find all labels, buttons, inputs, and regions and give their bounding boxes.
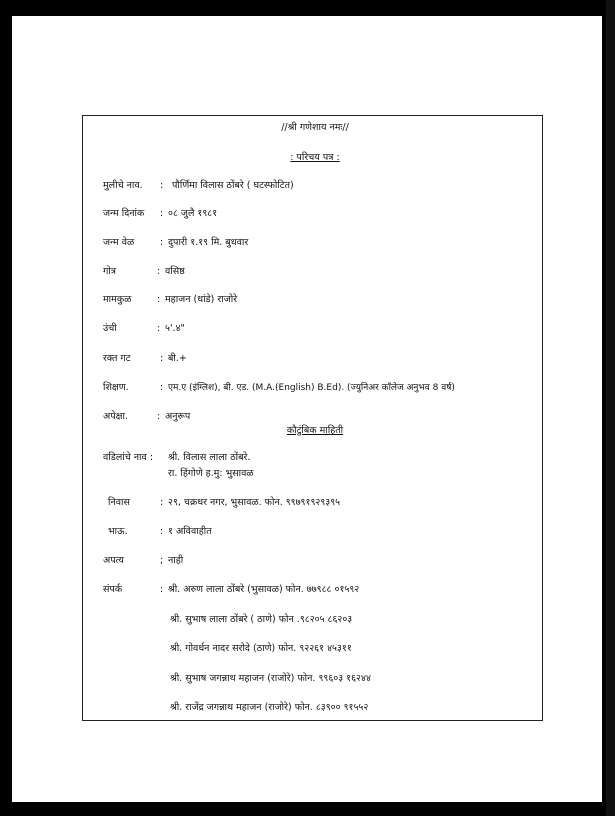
contact-item: श्री. सुभाष जगन्नाथ महाजन (राजोरे) फोन. ९९६०३ १६२४४ — [170, 673, 371, 684]
father-address: रा. हिंगोणे ह.मु: भुसावळ — [168, 468, 254, 479]
page-edge-shadow — [606, 0, 615, 816]
field-label-expectation: अपेक्षा. — [103, 411, 128, 422]
field-value-education: एम.ए (इंग्लिश), बी. एड. (M.A.(English) B.Ed). (ज्युनिअर कॉलेज अनुभव 8 वर्ष) — [168, 383, 455, 393]
children-value: नाही — [168, 555, 184, 566]
contact-item: श्री. राजेंद्र जगन्नाथ महाजन (राजोरे) फोन. ८३९०० ९१५५२ — [170, 702, 369, 713]
father-name: श्री. विलास लाला ठोंबरे. — [168, 452, 251, 463]
field-sep: : — [160, 237, 164, 248]
contact-item: श्री. सुभाष लाला ठोंबरे ( ठाणे) फोन .९८२०५ ८६२०३ — [170, 614, 353, 625]
contact-item: श्री. गोवर्धन नादर सरोदे (ठाणे) फोन. ९२२६१ ४५३११ — [170, 643, 352, 654]
field-sep: : — [157, 411, 161, 422]
field-sep: : — [160, 382, 164, 393]
field-sep: : — [160, 497, 164, 508]
field-sep: : — [160, 353, 164, 364]
field-sep: : — [160, 180, 164, 191]
document-border — [82, 115, 543, 721]
field-sep: : — [160, 208, 164, 219]
field-label-blood-group: रक्त गट — [103, 353, 131, 364]
field-value-blood-group: बी.+ — [168, 353, 187, 364]
field-sep: : — [160, 584, 164, 595]
field-label-height: उंची — [103, 323, 117, 334]
field-sep: : — [157, 323, 161, 334]
field-value-name: पौर्णिमा विलास ठोंबरे ( घटस्फोटित) — [172, 180, 294, 191]
field-value-expectation: अनुरूप — [165, 411, 191, 422]
field-label-name: मुलीचे नाव. — [103, 180, 143, 191]
father-label: वडिलांचे नाव : — [103, 452, 154, 463]
residence-value: २९, चक्रधर नगर, भुसावळ. फोन. ९९७९१९२९३९५ — [168, 497, 341, 508]
children-label: अपत्य — [103, 555, 124, 566]
field-label-dob: जन्म दिनांक — [103, 208, 145, 219]
field-value-birth-time: दुपारी १.१९ मि. बुधवार — [168, 237, 249, 248]
field-label-education: शिक्षण. — [103, 382, 129, 393]
field-sep: : — [160, 526, 164, 537]
field-value-dob: ०८ जुलै १९८१ — [168, 208, 218, 219]
field-sep: : — [157, 294, 161, 305]
brother-label: भाऊ. — [108, 526, 128, 537]
field-value-height: ५'.४" — [165, 323, 185, 334]
field-label-maternal-clan: मामकुळ — [103, 294, 132, 305]
contact-label: संपर्क — [103, 584, 123, 595]
field-sep: : — [157, 266, 161, 277]
field-label-birth-time: जन्म वेळ — [103, 237, 135, 248]
field-value-gotra: वसिष्ठ — [165, 266, 185, 277]
invocation-line: //श्री गणेशाय नमः// — [281, 122, 349, 133]
field-value-maternal-clan: महाजन (धांडे) राजोरे — [165, 294, 238, 305]
field-sep: ; — [160, 555, 164, 566]
document-title: : परिचय पत्र : — [290, 152, 340, 163]
field-label-gotra: गोत्र — [103, 266, 117, 277]
family-info-heading: कौटुंबिक माहिती — [286, 425, 344, 436]
contact-item: श्री. अरुण लाला ठोंबरे (भुसावळ) फोन. ७७९८८ ०१५९२ — [168, 584, 360, 595]
residence-label: निवास — [108, 497, 130, 508]
brother-value: १ अविवाहीत — [168, 526, 212, 537]
